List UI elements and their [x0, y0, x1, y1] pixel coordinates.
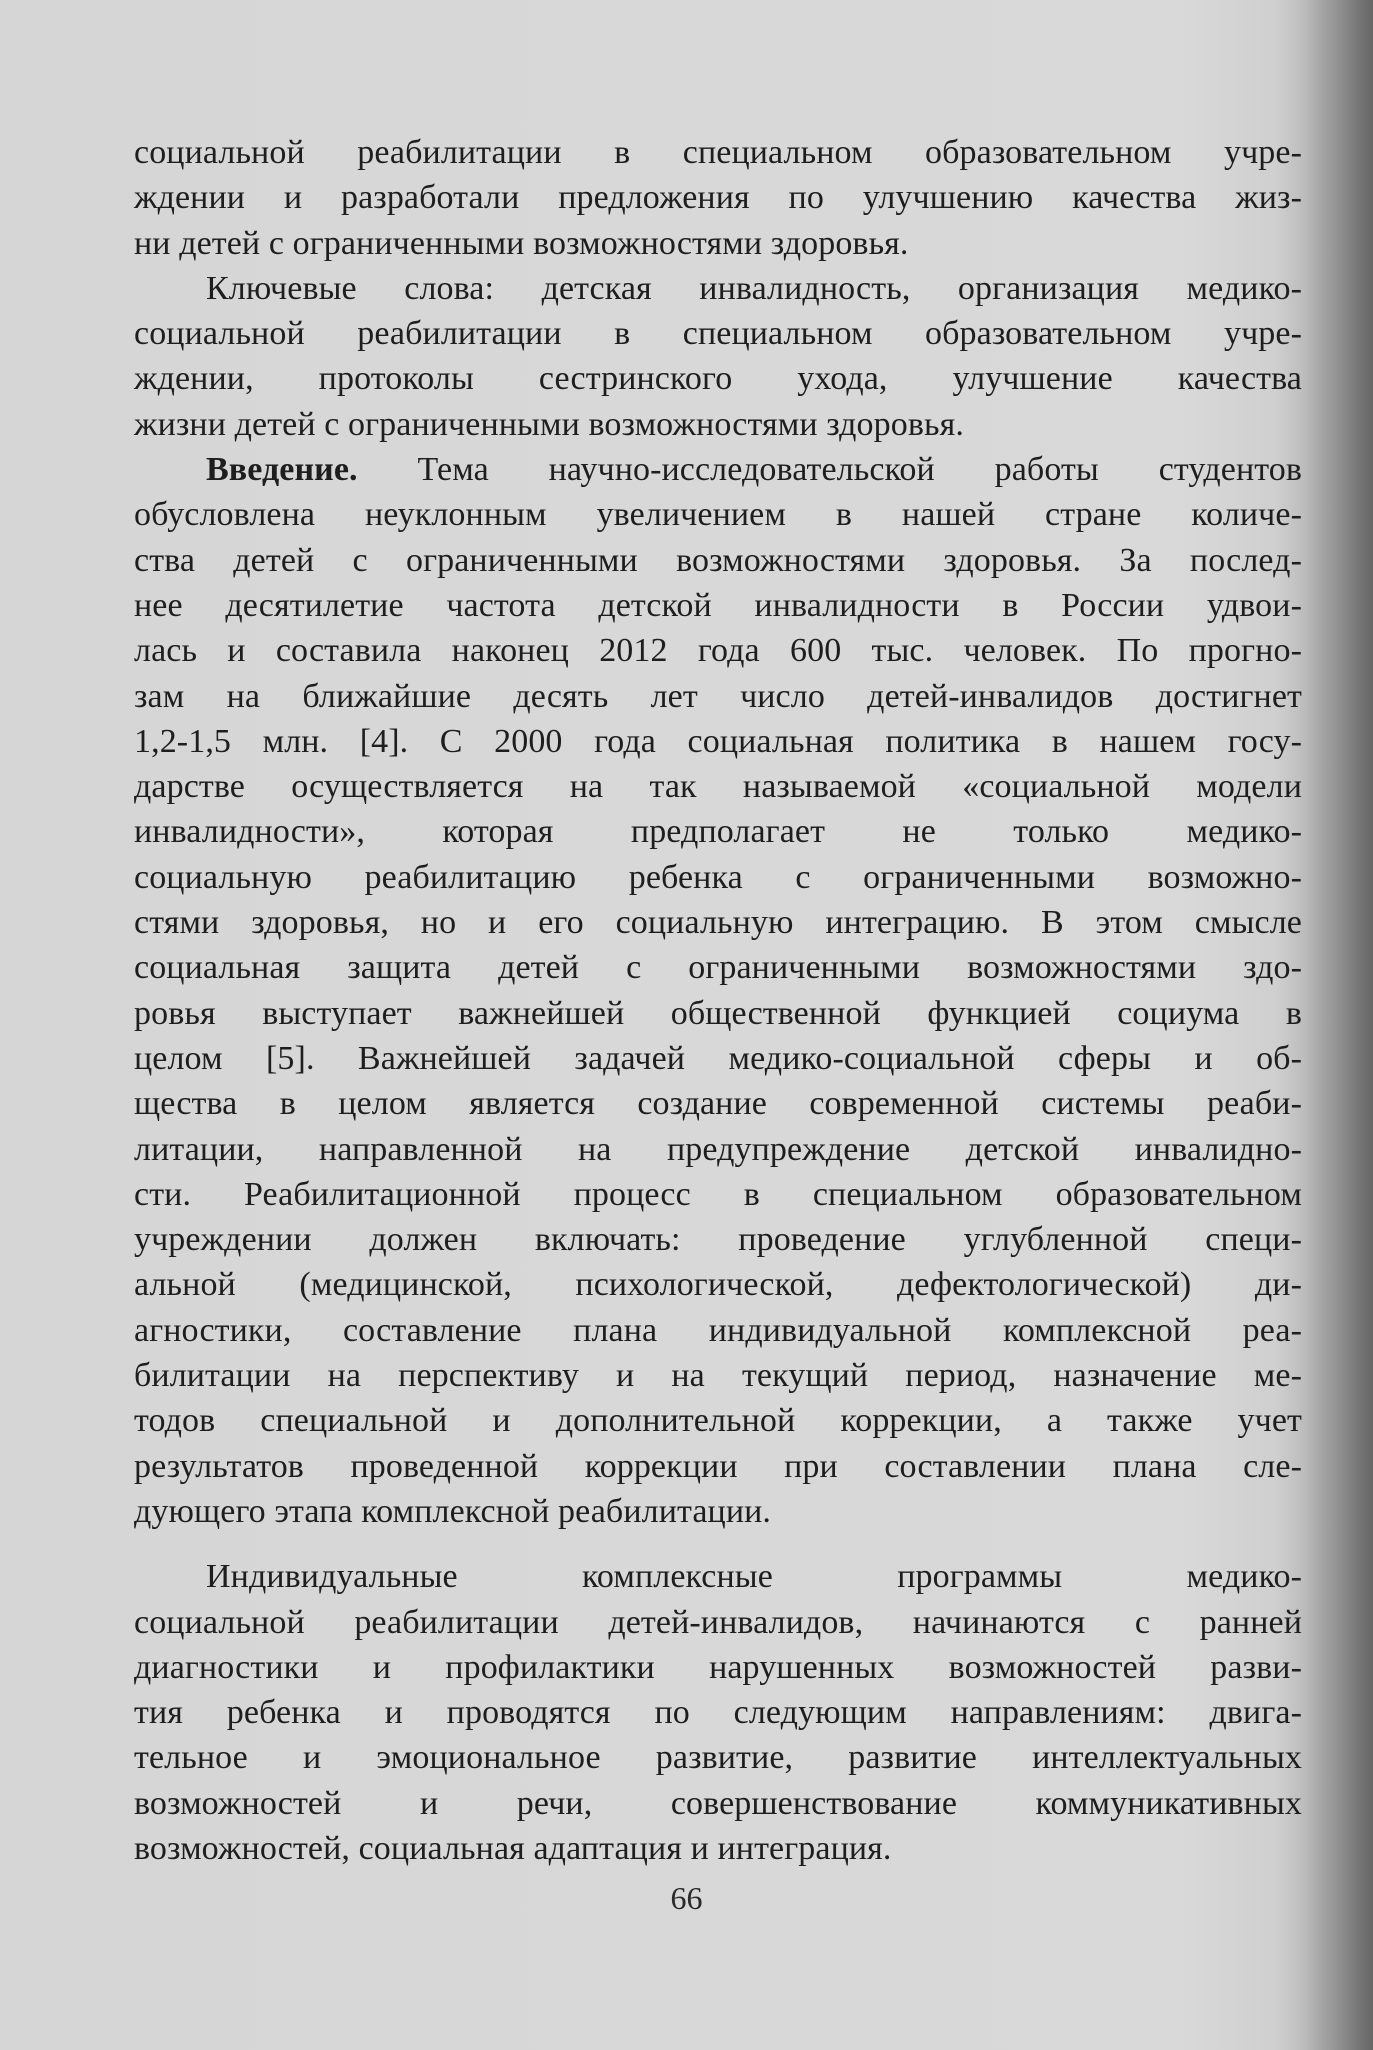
body-text	[134, 130, 1302, 1871]
text-line: социальную реабилитацию ребенка с ограниченными возможно-	[134, 858, 1302, 896]
text-line: альной (медицинской, психологической, дефектологической) ди-	[134, 1266, 1302, 1304]
text-line: сти. Реабилитационной процесс в специальном образовательном	[134, 1175, 1302, 1213]
introduction-heading: Введение.	[206, 451, 358, 489]
text-line: ждении, протоколы сестринского ухода, улучшение качества	[134, 360, 1302, 398]
text-line: Индивидуальные комплексные программы медико-	[206, 1558, 1302, 1596]
text-line: дующего этапа комплексной реабилитации.	[134, 1492, 772, 1530]
text-line: тия ребенка и проводятся по следующим направлениям: двига-	[134, 1694, 1302, 1732]
paragraph-programs	[134, 1554, 1302, 1871]
text-line: социальной реабилитации в специальном образовательном учре-	[134, 315, 1302, 353]
text-line: ства детей с ограниченными возможностями здоровья. За послед-	[134, 541, 1302, 579]
text-line: учреждении должен включать: проведение углубленной специ-	[134, 1221, 1302, 1259]
text-line: нее десятилетие частота детской инвалидности в России удвои-	[134, 586, 1302, 624]
text-line: тодов специальной и дополнительной коррекции, а также учет	[134, 1402, 1302, 1440]
text-line	[134, 447, 1302, 492]
text-line: диагностики и профилактики нарушенных возможностей разви-	[134, 1648, 1302, 1686]
text-line: ни детей с ограниченными возможностями здоровья.	[134, 224, 909, 262]
text-line: возможностей и речи, совершенствование коммуникативных	[134, 1784, 1302, 1822]
paragraph-introduction	[134, 447, 1302, 1534]
text-line: 1,2-1,5 млн. [4]. С 2000 года социальная политика в нашем госу-	[134, 722, 1302, 760]
text-line: тельное и эмоциональное развитие, развитие интеллектуальных	[134, 1739, 1302, 1777]
text-line: литации, направленной на предупреждение детской инвалидно-	[134, 1130, 1302, 1168]
text-line: обусловлена неуклонным увеличением в нашей стране количе-	[134, 496, 1302, 534]
text-line: щества в целом является создание современной системы реаби-	[134, 1085, 1302, 1123]
text-line: социальная защита детей с ограниченными возможностями здо-	[134, 949, 1302, 987]
text-line: лась и составила наконец 2012 года 600 тыс. человек. По прогно-	[134, 632, 1302, 670]
text-line: целом [5]. Важнейшей задачей медико-социальной сферы и об-	[134, 1039, 1302, 1077]
page-number: 66	[670, 1880, 703, 1916]
text-line: возможностей, социальная адаптация и интеграция.	[134, 1829, 892, 1867]
text-fragment: Тема научно-исследовательской работы студентов	[357, 451, 1302, 489]
text-line: социальной реабилитации в специальном образовательном учре-	[134, 134, 1302, 171]
paragraph-keywords	[134, 266, 1302, 447]
paragraph-1	[134, 130, 1302, 266]
text-line: дарстве осуществляется на так называемой «социальной модели	[134, 768, 1302, 806]
paragraph-spacing	[134, 1534, 1302, 1554]
text-line: зам на ближайшие десять лет число детей-инвалидов достигнет	[134, 677, 1302, 715]
text-line: билитации на перспективу и на текущий период, назначение ме-	[134, 1357, 1302, 1395]
text-line: ровья выступает важнейшей общественной функцией социума в	[134, 994, 1302, 1032]
text-line: агностики, составление плана индивидуальной комплексной реа-	[134, 1311, 1302, 1349]
text-line: жизни детей с ограниченными возможностями здоровья.	[134, 405, 964, 443]
text-line: социальной реабилитации детей-инвалидов, начинаются с ранней	[134, 1603, 1302, 1641]
text-line: ждении и разработали предложения по улучшению качества жиз-	[134, 179, 1302, 217]
binding-shadow	[1303, 0, 1373, 2050]
text-line: инвалидности», которая предполагает не только медико-	[134, 813, 1302, 851]
text-line: стями здоровья, но и его социальную интеграцию. В этом смысле	[134, 904, 1302, 942]
text-line: результатов проведенной коррекции при составлении плана сле-	[134, 1447, 1302, 1485]
text-line: Ключевые слова: детская инвалидность, организация медико-	[206, 269, 1302, 307]
